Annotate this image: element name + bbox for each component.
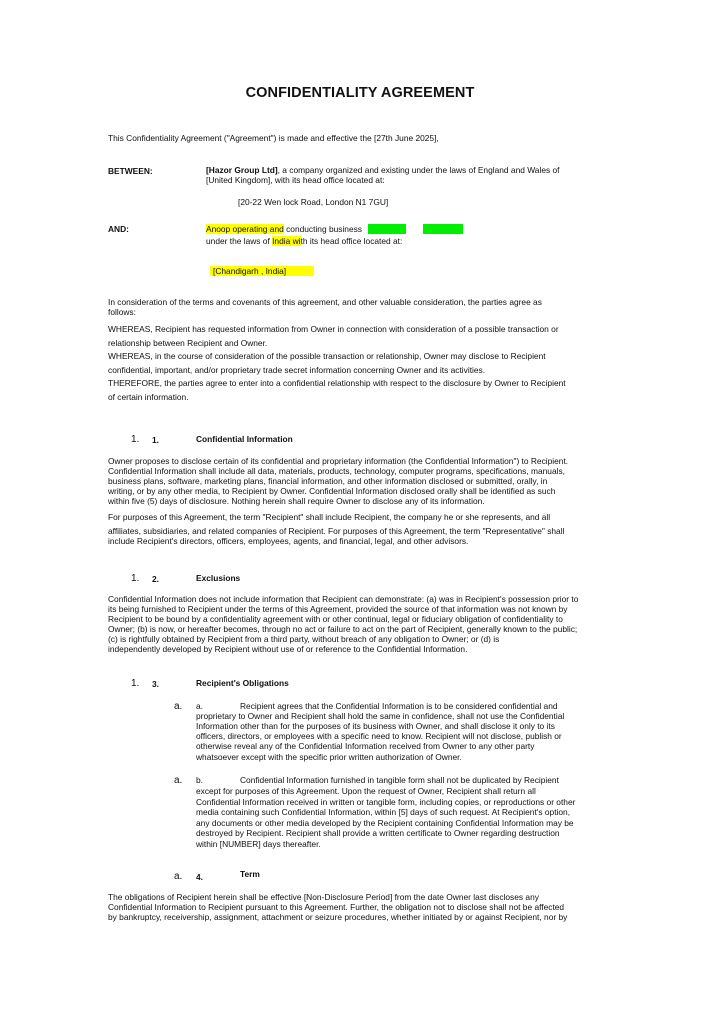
- section-line: business plans, software, marketing plans, financial information, and other information disclosed or submitted, orally, in: [108, 476, 548, 486]
- sub-line: Confidential Information furnished in tangible form shall not be duplicated by Recipient: [240, 775, 559, 785]
- section-heading: Confidential Information: [196, 434, 293, 444]
- sub-line: Recipient agrees that the Confidential Information is to be considered confidential and: [240, 701, 558, 711]
- highlighted-text: Anoop operating and: [206, 224, 284, 234]
- party-one-address: [20-22 Wen lock Road, London N1 7GU]: [238, 197, 389, 207]
- list-marker: a.: [174, 871, 183, 882]
- section-line: its being furnished to Recipient under the terms of this Agreement, provided the source of that information was not known by: [108, 604, 568, 614]
- recital-line: follows:: [108, 307, 136, 317]
- party-one-name: [Hazor Group Ltd]: [206, 165, 278, 175]
- section-line: Confidential Information shall include all data, materials, products, technology, computer programs, specifications, manuals,: [108, 466, 565, 476]
- section-line: within five (5) days of disclosure. Nothing herein shall require Owner to disclose any of its information.: [108, 496, 485, 506]
- list-marker: 1.: [131, 573, 140, 584]
- section-line: Confidential Information does not include information that Recipient can demonstrate: (a) was in Recipient's possession prior to: [108, 594, 579, 604]
- recital-line: WHEREAS, in the course of consideration of the possible transaction or relationship, Owner may disclose to Recipient: [108, 351, 546, 361]
- section-line: writing, or by any other media, to Recipient by Owner. Confidential Information disclosed orally shall be identified as such: [108, 486, 556, 496]
- section-number: 1.: [152, 435, 159, 445]
- recital-line: relationship between Recipient and Owner.: [108, 338, 268, 348]
- sub-line: Information other than for the purposes of its business with Owner, and shall disclose it only to its: [196, 721, 555, 731]
- section-number: 4.: [196, 872, 203, 882]
- sub-line: any documents or other media developed by the Recipient containing Confidential Information may be: [196, 818, 574, 828]
- recital-line: THEREFORE, the parties agree to enter into a confidential relationship with respect to the disclosure by Owner to Recipient: [108, 378, 566, 388]
- intro-paragraph: This Confidentiality Agreement ("Agreement") is made and effective the [27th June 2025],: [108, 133, 439, 143]
- section-line: affiliates, subsidiaries, and related companies of Recipient. For purposes of this Agreement, the term "Representative" shall: [108, 526, 565, 536]
- list-marker: 1.: [131, 678, 140, 689]
- section-line: Recipient to be bound by a confidentiality agreement with or other continual, legal or fiduciary obligation of confidentiality to: [108, 614, 563, 624]
- and-line-2-b: th its head office located at:: [300, 236, 403, 246]
- section-line: For purposes of this Agreement, the term "Recipient" shall include Recipient, the company he or she represents, and all: [108, 512, 551, 522]
- sub-line: destroyed by Recipient. Recipient shall provide a written certificate to Owner regarding destruction: [196, 828, 560, 838]
- and-line-1-rest: conducting business: [283, 224, 362, 234]
- sub-line: within [NUMBER] days thereafter.: [196, 839, 321, 849]
- sub-letter: b.: [196, 775, 203, 785]
- list-marker: 1.: [131, 434, 140, 445]
- sub-letter: a.: [196, 701, 203, 711]
- recital-line: In consideration of the terms and covenants of this agreement, and other valuable consideration, the parties agree as: [108, 297, 542, 307]
- section-line: Confidential Information to Recipient pursuant to this Agreement. Further, the obligation not to disclose shall not be affected: [108, 902, 565, 912]
- recital-line: confidential, important, and/or proprietary trade secret information concerning Owner and its activities.: [108, 365, 486, 375]
- green-highlight-block: [368, 224, 406, 234]
- between-line-2: [United Kingdom], with its head office located at:: [206, 175, 385, 185]
- party-two-address: [Chandigarh , India]: [213, 266, 287, 276]
- sub-line: except for purposes of this Agreement. Upon the request of Owner, Recipient shall return all: [196, 786, 536, 796]
- section-number: 3.: [152, 679, 159, 689]
- recital-line: WHEREAS, Recipient has requested information from Owner in connection with consideration of a possible transaction or: [108, 324, 559, 334]
- sub-line: media containing such Confidential Information, within [5] days of such request. At Recipient's option,: [196, 807, 571, 817]
- sub-line: Confidential Information received in written or tangible form, including copies, or reproductions or other: [196, 797, 576, 807]
- between-label: BETWEEN:: [108, 166, 153, 176]
- section-line: Owner; (b) is now, or hereafter becomes, through no act or failure to act on the part of Recipient, generally known to the public;: [108, 624, 578, 634]
- section-line: (c) is rightfully obtained by Recipient from a third party, without breach of any obligation to Owner; or (d) is: [108, 634, 500, 644]
- section-heading: Recipient's Obligations: [196, 678, 289, 688]
- and-label: AND:: [108, 224, 129, 234]
- section-line: The obligations of Recipient herein shall be effective [Non-Disclosure Period] from the date Owner last discloses any: [108, 892, 539, 902]
- highlighted-text: India wi: [272, 236, 301, 246]
- recital-line: of certain information.: [108, 392, 189, 402]
- section-line: Owner proposes to disclose certain of its confidential and proprietary information (the Confidential Information") to Recipient.: [108, 456, 569, 466]
- sub-list-marker: a.: [174, 775, 183, 786]
- and-line-2: [206, 236, 402, 246]
- sub-line: proprietary to Owner and Recipient shall hold the same in confidence, shall not use the Confidential: [196, 711, 565, 721]
- and-line-1: [206, 224, 362, 234]
- sub-list-marker: a.: [174, 701, 183, 712]
- between-line-1: [206, 165, 559, 175]
- section-heading: Term: [240, 869, 260, 879]
- section-heading: Exclusions: [196, 573, 241, 583]
- document-title: CONFIDENTIALITY AGREEMENT: [245, 85, 475, 101]
- section-number: 2.: [152, 574, 159, 584]
- section-line: include Recipient's directors, officers, employees, agents, and financial, legal, and other advisors.: [108, 536, 469, 546]
- sub-line: whatsoever except with the specific prior written authorization of Owner.: [196, 752, 462, 762]
- and-line-2-a: under the laws of: [206, 236, 273, 246]
- party-one-desc: , a company organized and existing under the laws of England and Wales of: [277, 165, 560, 175]
- green-highlight-block: [423, 224, 463, 234]
- sub-line: officers, directors, or employees with a specific need to know. Recipient will not disclose, publish or: [196, 731, 562, 741]
- section-line: by bankruptcy, receivership, assignment, attachment or seizure procedures, whether initiated by or against Recipient, nor by: [108, 912, 568, 922]
- sub-line: otherwise reveal any of the Confidential Information received from Owner to any other party: [196, 741, 535, 751]
- section-line: independently developed by Recipient without use of or reference to the Confidential Information.: [108, 644, 468, 654]
